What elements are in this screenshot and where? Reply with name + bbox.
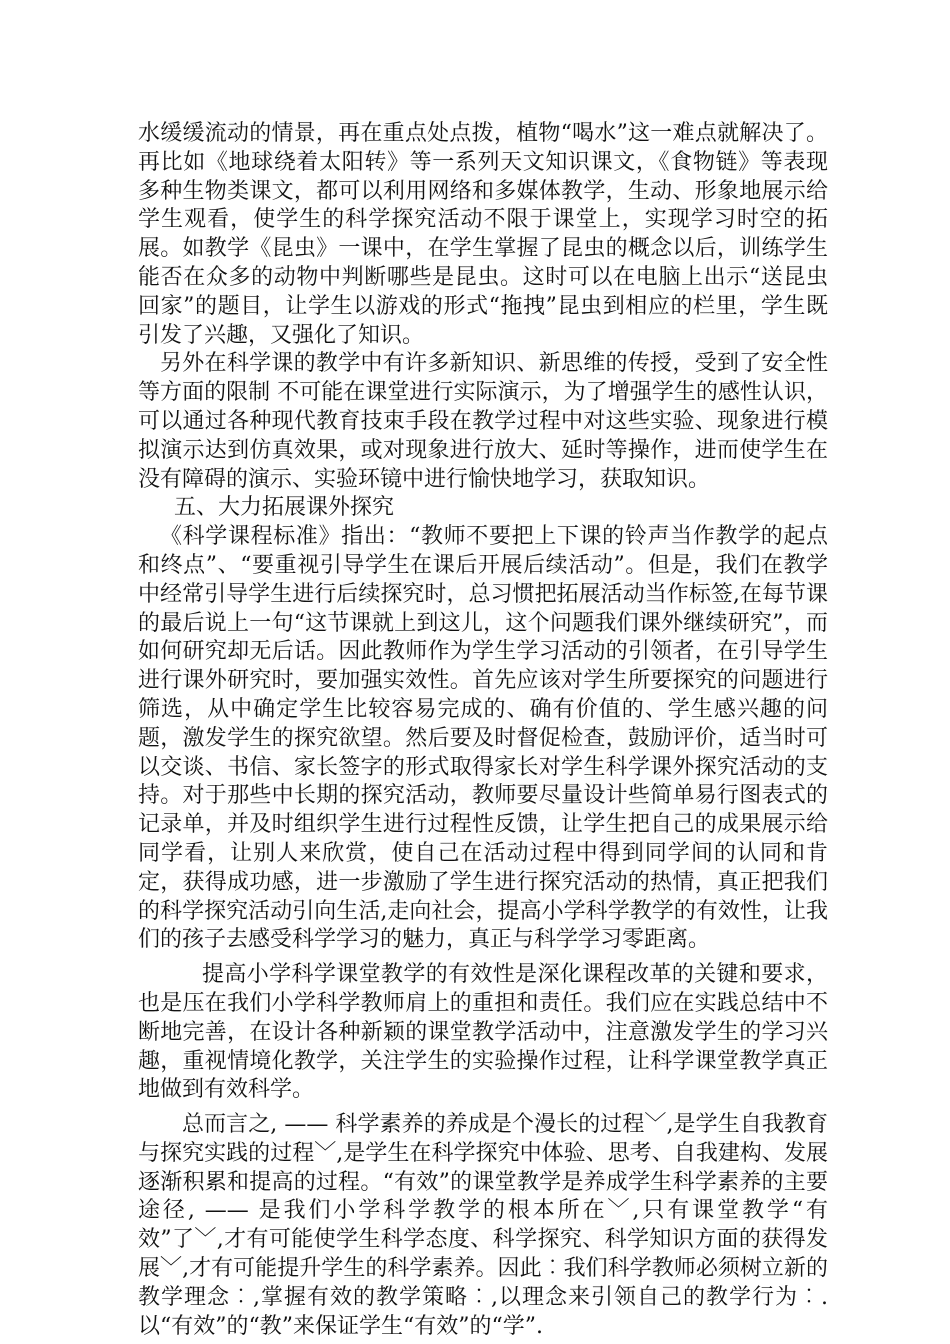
- document-body: [138, 120, 828, 1341]
- paragraph-effectiveness: 提高小学科学课堂教学的有效性是深化课程改革的关键和要求，也是压在我们小学科学教师肩上的重担和责任。我们应在实践总结中不断地完善，在设计各种新颖的课堂教学活动中，注意激发学生的学习兴趣，重视情境化教学，关注学生的实验操作过程，让科学课堂教学真正地做到有效科学。: [138, 962, 828, 1103]
- paragraph-conclusion: 总而言之, —— 科学素养的养成是个漫长的过程﹀,是学生自我教育与探究实践的过程﹀,是学生在科学探究中体验、思考、自我建构、发展逐渐积累和提高的过程。“有效”的课堂教学是养成学生科学素养的主要途径, —— 是我们小学科学教学的根本所在﹀,只有课堂教学“有效”了﹀,才有可能使学生科学态度、科学探究、科学知识方面的获得发展﹀,才有可能提升学生的科学素养。因此︰我们科学教师必须树立新的教学理念︰,掌握有效的教学策略︰,以理念来引领自己的教学行为︰.以“有效”的“教”来保证学生“有效”的“学”.: [138, 1112, 828, 1339]
- paragraph-simulation: 另外在科学课的教学中有许多新知识、新思维的传授，受到了安全性等方面的限制 不可能在课堂进行实际演示，为了增强学生的感性认识，可以通过各种现代教育技束手段在教学过程中对这些实验、现象进行模拟演示达到仿真效果，或对现象进行放大、延时等操作，进而使学生在没有障碍的演示、实验环镜中进行愉快地学习，获取知识。: [138, 351, 828, 492]
- paragraph-multimedia-continuation: 水缓缓流动的情景，再在重点处点拨，植物“喝水”这一难点就解决了。再比如《地球绕着太阳转》等一系列天文知识课文，《食物链》等表现多种生物类课文，都可以利用网络和多媒体教学，生动、形象地展示给学生观看，使学生的科学探究活动不限于课堂上，实现学习时空的拓展。如教学《昆虫》一课中，在学生掌握了昆虫的概念以后，训练学生能否在众多的动物中判断哪些是昆虫。这时可以在电脑上出示“送昆虫回家”的题目，让学生以游戏的形式“拖拽”昆虫到相应的栏里，学生既引发了兴趣，又强化了知识。: [138, 121, 828, 348]
- section-heading-5: 五、大力拓展课外探究: [174, 495, 395, 521]
- paragraph-curriculum-standard: 《科学课程标准》指出：“教师不要把上下课的铃声当作教学的起点和终点”、“要重视引导学生在课后开展后续活动”。但是，我们在教学中经常引导学生进行后续探究时，总习惯把拓展活动当作标签,在每节课的最后说上一句“这节课就上到这儿，这个问题我们课外继续研究”，而如何研究却无后话。因此教师作为学生学习活动的引领者，在引导学生进行课外研究时，要加强实效性。首先应该对学生所要探究的问题进行筛选，从中确定学生比较容易完成的、确有价值的、学生感兴趣的问题，激发学生的探究欲望。然后要及时督促检查，鼓励评价，适当时可以交谈、书信、家长签字的形式取得家长对学生科学课外探究活动的支持。对于那些中长期的探究活动，教师要尽量设计些简单易行图表式的记录单，并及时组织学生进行过程性反馈，让学生把自己的成果展示给同学看，让别人来欣赏，使自己在活动过程中得到同学间的认同和肯定，获得成功感，进一步激励了学生进行探究活动的热情，真正把我们的科学探究活动引向生活,走向社会，提高小学科学教学的有效性，让我们的孩子去感受科学学习的魅力，真正与科学学习零距离。: [138, 524, 828, 953]
